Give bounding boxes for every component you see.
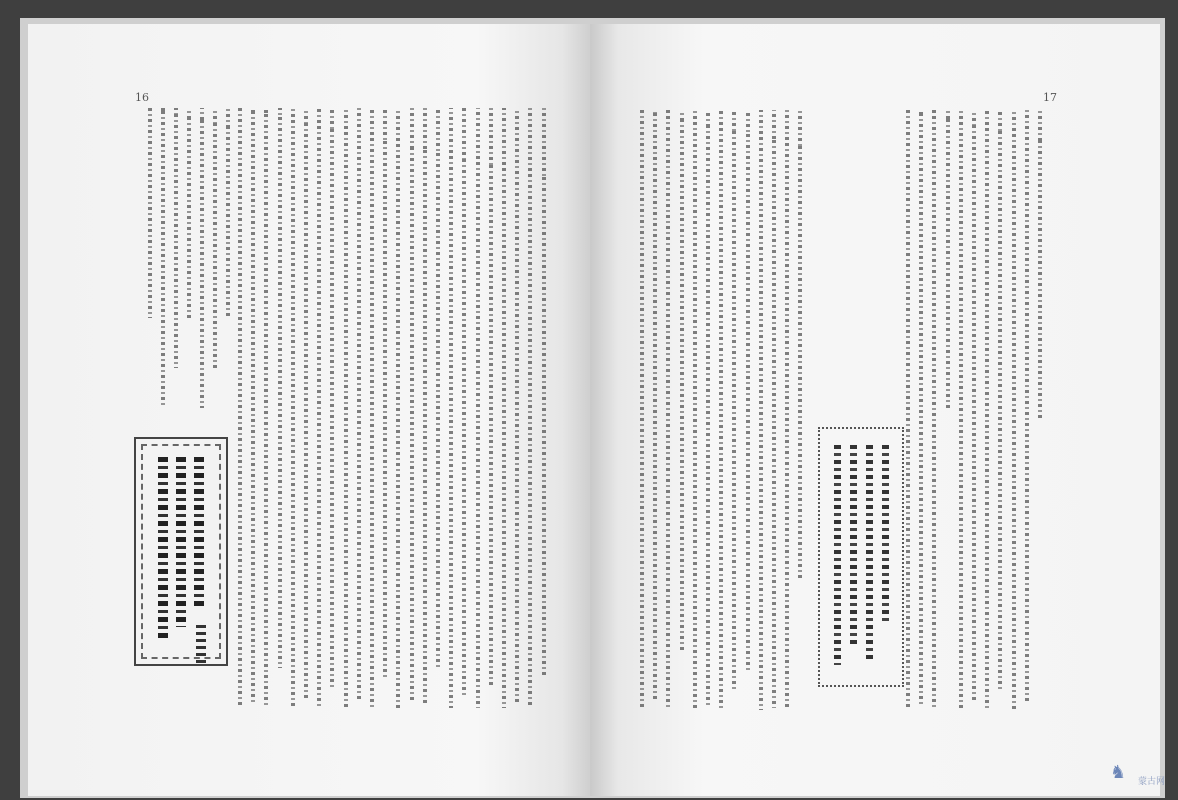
text-column-glyphs — [238, 108, 242, 708]
text-column-glyphs — [436, 108, 440, 668]
text-column-glyphs — [489, 108, 493, 688]
text-column-glyphs — [680, 110, 684, 650]
text-column-glyphs — [357, 108, 361, 702]
text-column-glyphs — [528, 108, 532, 708]
text-column-glyphs — [706, 110, 710, 705]
author-byline — [196, 625, 206, 667]
horse-icon: ♞ — [1110, 762, 1127, 783]
text-column-glyphs — [330, 108, 334, 688]
text-column-glyphs — [798, 110, 802, 580]
text-column-glyphs — [462, 108, 466, 698]
text-column-glyphs — [985, 110, 989, 710]
chapter-title-box — [134, 437, 228, 666]
text-column-glyphs — [187, 108, 191, 318]
heading-glyph-column — [834, 445, 841, 665]
title-glyph-column — [158, 457, 168, 642]
text-column-glyphs — [502, 108, 506, 708]
text-column-glyphs — [1012, 110, 1016, 710]
title-glyph-column — [176, 457, 186, 627]
text-column-glyphs — [291, 108, 295, 708]
text-column-glyphs — [200, 108, 204, 408]
text-column-glyphs — [396, 108, 400, 708]
heading-glyph-column — [866, 445, 873, 660]
text-column-glyphs — [278, 108, 282, 668]
text-column-glyphs — [959, 110, 963, 710]
text-column-glyphs — [972, 110, 976, 700]
text-column-glyphs — [383, 108, 387, 678]
text-column-glyphs — [264, 108, 268, 706]
text-column-glyphs — [946, 110, 950, 410]
text-column-glyphs — [410, 108, 414, 703]
text-column-glyphs — [919, 110, 923, 705]
text-column-glyphs — [772, 110, 776, 708]
text-column-glyphs — [693, 110, 697, 710]
heading-glyph-column — [882, 445, 889, 625]
text-column-glyphs — [785, 110, 789, 710]
watermark-text: 蒙古网 — [1138, 777, 1166, 787]
text-column-glyphs — [317, 108, 321, 708]
text-column-glyphs — [746, 110, 750, 670]
text-column-glyphs — [653, 110, 657, 700]
text-column-glyphs — [423, 108, 427, 706]
text-column-glyphs — [1025, 110, 1029, 704]
text-column-glyphs — [344, 108, 348, 708]
text-column-glyphs — [719, 110, 723, 710]
right-page-number: 17 — [1043, 91, 1057, 104]
text-column-glyphs — [1038, 110, 1042, 420]
left-page-number: 16 — [135, 91, 149, 104]
text-column-glyphs — [666, 110, 670, 710]
text-column-glyphs — [251, 108, 255, 703]
text-column-glyphs — [304, 108, 308, 698]
section-heading-box — [818, 427, 904, 687]
title-glyph-column — [194, 457, 204, 607]
text-column-glyphs — [148, 108, 152, 318]
text-column-glyphs — [932, 110, 936, 710]
text-column-glyphs — [732, 110, 736, 690]
text-column-glyphs — [906, 110, 910, 710]
text-column-glyphs — [640, 110, 644, 710]
text-column-glyphs — [213, 108, 217, 368]
text-column-glyphs — [449, 108, 453, 708]
text-column-glyphs — [515, 108, 519, 702]
text-column-glyphs — [542, 108, 546, 678]
text-column-glyphs — [998, 110, 1002, 690]
text-column-glyphs — [174, 108, 178, 368]
text-column-glyphs — [161, 108, 165, 408]
heading-glyph-column — [850, 445, 857, 645]
text-column-glyphs — [226, 108, 230, 318]
text-column-glyphs — [370, 108, 374, 708]
text-column-glyphs — [759, 110, 763, 710]
text-column-glyphs — [476, 108, 480, 708]
